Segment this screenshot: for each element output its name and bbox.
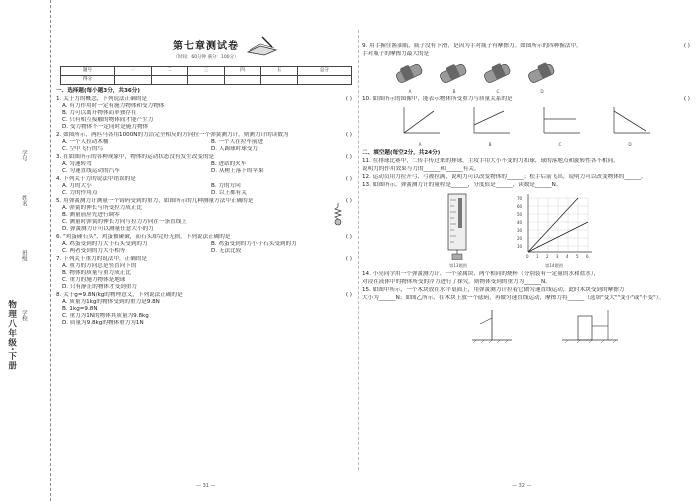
score-header-cell: 四	[224, 67, 261, 76]
score-table	[60, 66, 352, 85]
x-tick-label: 6	[586, 254, 589, 260]
option: B. 一个人在拉车前进	[211, 139, 264, 146]
force-figure-right	[562, 306, 618, 344]
question-stem: ( ) 4. 下列关于力的说法中错误的是	[56, 175, 352, 182]
graph-icon	[538, 105, 582, 139]
y-tick-label: 30	[517, 228, 523, 234]
spring-scale-icon	[432, 192, 484, 260]
section-heading: 一、选择题(每小题3分，共36分)	[56, 88, 140, 95]
page-subtitle: （时间：60分钟 满分：100分）	[173, 54, 239, 60]
score-cell[interactable]	[188, 76, 225, 85]
line-graph	[514, 192, 594, 260]
question-stem: ( ) 9. 用手握住酱油瓶，瓶子没有下滑，是因为手对瓶子有摩擦力。如图所示的四种握法中，	[362, 43, 690, 49]
answer-paren[interactable]: ( )	[345, 153, 352, 160]
spine-field-class: 班级	[20, 250, 27, 261]
score-header-cell: 五	[261, 67, 298, 76]
score-header-cell: 总分	[297, 67, 351, 76]
bottle-figures	[392, 60, 694, 94]
spine-subject: 物理八年级·下册	[6, 300, 17, 371]
option: A. 力的大小	[62, 182, 92, 189]
spring-scale-figure	[330, 203, 346, 227]
answer-paren[interactable]: ( )	[345, 255, 352, 262]
option: D. 受力物体不一定同时是施力物体	[62, 124, 149, 131]
option: B. 测量前应先进行调零	[62, 211, 120, 218]
option: A. 质量为1kg的物体受到的重力是9.8N	[62, 298, 160, 305]
graph-options	[398, 105, 694, 147]
option: C. 重力的施力物体是地球	[62, 276, 126, 283]
force-figure-left	[472, 306, 512, 344]
hand-bottle-icon	[436, 60, 472, 86]
option: B. 进站的火车	[211, 160, 247, 167]
page-number: — 32 —	[512, 482, 532, 489]
option: B. 力的方向	[211, 182, 241, 189]
graph-option-a: A	[398, 105, 442, 147]
graph-option-b: B	[468, 105, 512, 147]
question-stem: ( ) 10. 如图所示的图像中，能表示物体所受重力与质量关系的是	[362, 96, 690, 103]
option: D. 人踢球时球受力	[211, 146, 259, 152]
hand-bottle-icon	[480, 60, 516, 86]
graph-option-c: C	[538, 105, 582, 147]
option: A. 匀速转弯	[62, 160, 92, 167]
score-header-cell: 二	[151, 67, 188, 76]
figure-13: 第13题图	[432, 192, 484, 268]
fill-question: 14. 小亮同学用一个弹簧测力计、一个金属块、两个相同的烧杯（分别装有一定量的水和盐水），	[362, 270, 600, 277]
option: C. 匀速直线运动的汽车	[62, 167, 120, 174]
spine-field-name: 姓名	[20, 195, 27, 206]
graph-icon	[608, 105, 652, 139]
option: C. 测量时弹簧的伸长方向与拉力方向在一条直线上	[62, 218, 187, 225]
page-number: — 31 —	[196, 482, 216, 489]
x-tick-label: 5	[576, 254, 579, 260]
right-page	[362, 0, 694, 501]
question-stem-cont: 手对瓶子的摩擦力最大的是	[362, 50, 430, 57]
option: D. 弹簧测力计可以测量任意大小的力	[62, 225, 154, 232]
answer-paren[interactable]: ( )	[345, 233, 352, 240]
fill-question: 对浸在液体中的物体所受的浮力进行了探究。则物体受到的重力为______N。	[362, 278, 551, 285]
answer-paren[interactable]: ( )	[345, 96, 352, 103]
bottle-figure: D	[524, 60, 560, 94]
option: A. 鸡蛋受到的力大于石头受到的力	[62, 240, 148, 247]
spine-field-student-id: 学号	[20, 150, 27, 161]
page-divider	[358, 30, 360, 470]
score-header-cell: 一	[115, 67, 152, 76]
question-stem: ( ) 5. 用弹簧测力计测量一个钩码受到的重力，如图所示的几种测量方法中正确的是	[56, 197, 352, 204]
option: A. 重力的方向总是竖直向下的	[62, 262, 137, 269]
score-header-cell: 题号	[61, 67, 115, 76]
option: C. 只有相互接触的物体间才能产生力	[62, 117, 154, 124]
x-tick-label: 0	[526, 254, 529, 260]
option: B. 鸡蛋受到的力小于石头受到的力	[211, 240, 297, 247]
question-stem: ( ) 6. "鸡蛋碰石头"，鸡蛋被碰破，而石头却完好无损，下列说法正确的是	[56, 233, 352, 240]
option: B. 物体的质量与重力成正比	[62, 269, 131, 276]
y-tick-label: 10	[517, 244, 523, 250]
option: C. 力的作用点	[62, 189, 98, 196]
figures-13-14	[432, 192, 694, 268]
hand-bottle-icon	[524, 60, 560, 86]
score-cell[interactable]	[224, 76, 261, 85]
binding-spine	[0, 0, 51, 501]
bottle-figure: C	[480, 60, 516, 94]
question-stem: ( ) 3. 在如图所示的各种现象中，物体的运动状态没有发生改变的是	[56, 153, 352, 160]
y-tick-label: 40	[517, 220, 523, 226]
answer-paren[interactable]: ( )	[683, 96, 690, 103]
option: B. 1kg=9.8N	[62, 305, 98, 312]
score-cell[interactable]	[297, 76, 351, 85]
option: A. 弹簧的伸长与所受拉力成正比	[62, 204, 143, 211]
option: A. 有力作用时一定有施力物体和受力物体	[62, 103, 165, 110]
score-cell[interactable]	[115, 76, 152, 85]
answer-paren[interactable]: ( )	[345, 132, 352, 139]
y-tick-label: 70	[517, 196, 523, 202]
answer-paren[interactable]: ( )	[345, 175, 352, 182]
graph-icon	[468, 105, 512, 139]
answer-paren[interactable]: ( )	[683, 43, 690, 49]
fill-question: 12. 运动员用力拉开弓，弓被拉满，说明力可以改变物体的______；松手后箭飞出，说明力可以改变物体的______。	[362, 174, 647, 181]
bottle-figure: B	[436, 60, 472, 94]
y-tick-label: 60	[517, 204, 523, 210]
score-cell[interactable]	[151, 76, 188, 85]
option: D. 无法比较	[211, 247, 242, 254]
bottle-figure: A	[392, 60, 428, 94]
option: D. 质量为9.8kg的物体重力为1N	[62, 319, 144, 326]
fill-question: 11. 在排球比赛中，二传手传过来的排球，主攻手用大小不变的力扣球，球的落地点和旋转性各不相同，	[362, 158, 619, 165]
score-header-cell: 三	[188, 67, 225, 76]
hand-bottle-icon	[392, 60, 428, 86]
bottom-figures	[472, 306, 694, 344]
x-tick-label: 4	[566, 254, 569, 260]
fill-question: 13. 如图所示，弹簧测力计的量程是______，分度值是______，读数是______N。	[362, 182, 562, 189]
left-page	[56, 0, 356, 501]
option: B. 力可以离开物体而单独存在	[62, 110, 137, 117]
option: D. 只有静止的物体才受到重力	[62, 283, 137, 290]
x-tick-label: 2	[546, 254, 549, 260]
answer-paren[interactable]: ( )	[345, 197, 352, 204]
answer-paren[interactable]: ( )	[345, 291, 352, 298]
page-title: 第七章测试卷	[173, 41, 239, 52]
score-label-cell: 得分	[61, 76, 115, 85]
x-tick-label: 1	[536, 254, 539, 260]
section-heading: 二、填空题(每空2分，共24分)	[362, 150, 441, 157]
question-stem: ( ) 8. 关于g=9.8N/kg的物理意义，下列说法正确的是	[56, 291, 352, 298]
fill-question: 说明力的作用效果与力的______和______有关。	[362, 166, 480, 173]
spine-field-school: 学校	[20, 310, 27, 321]
question-stem: ( ) 7. 下列关于重力的说法中，正确的是	[56, 255, 352, 262]
question-stem: ( ) 2. 如图所示，两匹马各用1000N的力沿完全相反的方向拉一个弹簧测力计，则测力计的读数为	[56, 132, 352, 139]
x-tick-label: 3	[556, 254, 559, 260]
score-cell[interactable]	[261, 76, 298, 85]
graph-option-d: D	[608, 105, 652, 147]
option: A. 一个人拉动木桶	[62, 139, 109, 146]
figure-14: 70 60 50 40 30 20 10 0 1 2 3 4 5 6 第14题图	[514, 192, 594, 268]
fill-question: 15. 如图甲所示，一个木块放在水平桌面上，用弹簧测力计拉着它做匀速直线运动，此时木块受到的摩擦力	[362, 286, 625, 293]
graph-icon	[398, 105, 442, 139]
y-tick-label: 20	[517, 236, 523, 242]
option: C. 空中飞行的鸟	[62, 146, 104, 152]
option: C. 重力为1N的物体其质量为9.8kg	[62, 312, 149, 319]
option: C. 两者受到的力大小相等	[62, 247, 126, 254]
y-tick-label: 50	[517, 212, 523, 218]
option: D. 从树上落下的苹果	[211, 167, 264, 174]
question-stem: ( ) 1. 关于力的概念，下列说法正确的是	[56, 96, 352, 103]
fill-question: 大小为______N；如图乙所示，在木块上放一个砝码，再做匀速直线运动，摩擦力将______（选填"变大""变小"或"不变"）。	[362, 294, 665, 301]
book-pen-icon	[246, 34, 278, 56]
option: D. 以上都有关	[211, 189, 247, 196]
